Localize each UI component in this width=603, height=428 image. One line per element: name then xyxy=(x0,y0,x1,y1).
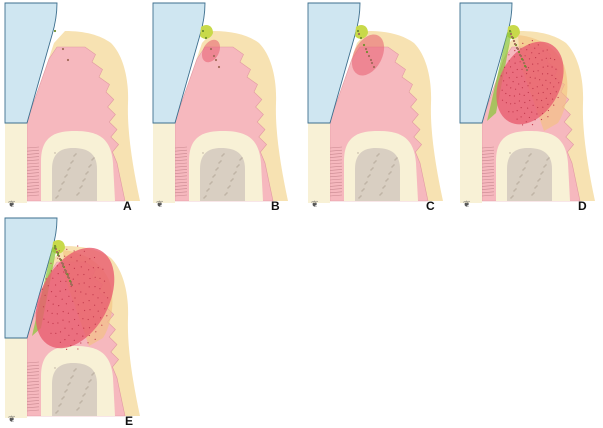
publisher-mark-icon: ❦ xyxy=(156,200,164,210)
inflammatory-cell xyxy=(57,254,59,256)
tissue-illustration xyxy=(153,3,298,213)
publisher-mark-icon: ❦ xyxy=(8,415,16,425)
inflammatory-cell xyxy=(54,247,56,249)
panel-b xyxy=(153,3,298,213)
inflammatory-cell xyxy=(368,55,370,57)
panel-c xyxy=(308,3,453,213)
inflammatory-cell xyxy=(510,33,512,35)
inflammatory-cell xyxy=(218,66,220,68)
tissue-illustration xyxy=(5,3,150,213)
inflammatory-cell xyxy=(205,37,207,39)
tissue-illustration xyxy=(308,3,453,213)
panel-a xyxy=(5,3,150,213)
inflammatory-cell xyxy=(358,33,360,35)
panel-label: C xyxy=(426,199,435,213)
inflammatory-cell xyxy=(210,48,212,50)
inflammatory-cell xyxy=(62,48,64,50)
inflammatory-cell xyxy=(59,258,61,260)
inflammatory-cell xyxy=(363,44,365,46)
inflammatory-cell xyxy=(509,30,511,32)
tooth-root xyxy=(153,123,175,203)
inflammatory-cell xyxy=(513,40,515,42)
inflammatory-cell xyxy=(56,251,58,253)
inflammatory-cell xyxy=(373,66,375,68)
tooth-root xyxy=(308,123,330,203)
inflammatory-cell xyxy=(371,62,373,64)
panel-label: E xyxy=(125,414,134,428)
inflammatory-cell xyxy=(360,37,362,39)
inflammatory-cell xyxy=(61,262,63,264)
inflammatory-cell xyxy=(215,59,217,61)
inflammatory-cell xyxy=(524,65,526,67)
tissue-illustration xyxy=(460,3,603,213)
inflammatory-cell xyxy=(65,272,67,274)
panel-e xyxy=(5,218,150,428)
inflammatory-cell xyxy=(54,30,56,32)
inflammatory-cell xyxy=(526,69,528,71)
inflammatory-cell xyxy=(370,59,372,61)
tissue-illustration xyxy=(5,218,150,428)
inflammatory-cell xyxy=(64,269,66,271)
inflammatory-cell xyxy=(519,54,521,56)
inflammatory-cell xyxy=(62,265,64,267)
tooth-root xyxy=(5,338,27,418)
inflammatory-cell xyxy=(202,30,204,32)
inflammatory-cell xyxy=(70,283,72,285)
inflammatory-cell xyxy=(516,47,518,49)
inflammatory-cell xyxy=(366,51,368,53)
panel-d xyxy=(460,3,603,213)
inflammatory-cell xyxy=(521,58,523,60)
inflammatory-cell xyxy=(518,51,520,53)
inflammatory-cell xyxy=(511,36,513,38)
tooth-root xyxy=(5,123,27,203)
inflammatory-cell xyxy=(365,48,367,50)
panel-label: D xyxy=(578,199,587,213)
inflammatory-cell xyxy=(67,276,69,278)
inflammatory-cell xyxy=(67,59,69,61)
panel-label: A xyxy=(123,199,132,213)
inflammatory-cell xyxy=(357,30,359,32)
publisher-mark-icon: ❦ xyxy=(311,200,319,210)
publisher-mark-icon: ❦ xyxy=(463,200,471,210)
inflammatory-cell xyxy=(213,55,215,57)
inflammatory-cell xyxy=(523,62,525,64)
inflammatory-cell xyxy=(69,280,71,282)
panel-label: B xyxy=(271,199,280,213)
inflammatory-cell xyxy=(54,245,56,247)
tooth-root xyxy=(460,123,482,203)
publisher-mark-icon: ❦ xyxy=(8,200,16,210)
inflammatory-cell xyxy=(514,43,516,45)
